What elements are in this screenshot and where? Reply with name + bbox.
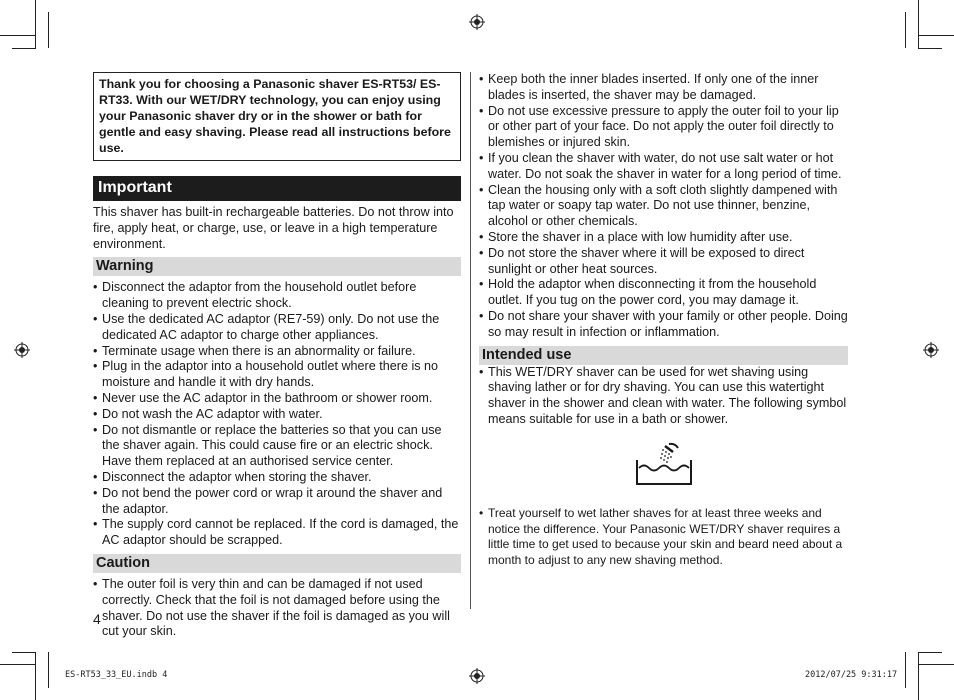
intended-use-list-2 [479,506,848,569]
important-heading: Important [93,176,461,201]
list-item: • Disconnect the adaptor when storing the shaver. [93,470,461,486]
crop-mark [0,35,36,36]
list-item: • Disconnect the adaptor from the household outlet before cleaning to prevent electric shock. [93,280,461,312]
page-number: 4 [93,611,101,627]
list-item: • Do not share your shaver with your family or other people. Doing so may result in infection or inflammation. [479,309,848,341]
registration-mark-icon [923,342,939,358]
crop-mark [918,664,954,665]
list-item: • Keep both the inner blades inserted. If only one of the inner blades is inserted, the shaver may be damaged. [479,72,848,104]
list-item: • If you clean the shaver with water, do not use salt water or hot water. Do not soak the shaver in water for a long period of time. [479,151,848,183]
intended-use-list [479,365,848,428]
crop-mark [0,664,36,665]
crop-mark [35,0,36,48]
list-item: • The outer foil is very thin and can be damaged if not used correctly. Check that the foil is not damaged before using the shaver. Do not use the shaver if the foil is damaged as you will cut your skin. [93,577,461,640]
bath-shower-symbol [479,442,848,488]
bath-shower-icon [635,442,693,488]
column-divider [470,72,471,609]
list-item: • Store the shaver in a place with low humidity after use. [479,230,848,246]
intended-use-heading: Intended use [479,346,848,365]
left-column [93,72,461,640]
list-item: • Do not use excessive pressure to apply the outer foil to your lip or other part of your face. Do not apply the outer foil directly to blemishes or injured skin. [479,104,848,151]
registration-mark-icon [469,668,485,684]
crop-mark [35,652,36,700]
registration-mark-icon [14,342,30,358]
footer-datetime: 2012/07/25 9:31:17 [805,670,898,680]
footer-file: ES-RT53_33_EU.indb 4 [65,670,168,680]
caution-heading: Caution [93,554,461,573]
crop-mark [48,12,49,48]
list-item: • Do not bend the power cord or wrap it around the shaver and the adaptor. [93,486,461,518]
list-item: • Hold the adaptor when disconnecting it from the household outlet. If you tug on the power cord, you may damage it. [479,277,848,309]
registration-mark-icon [469,14,485,30]
caution-list [93,577,461,640]
list-item: • Treat yourself to wet lather shaves for at least three weeks and notice the difference. Your Panasonic WET/DRY shaver requires a little time to get used to because your skin and beard need about a month to adjust to any new shaving method. [479,506,848,569]
crop-mark [918,652,942,653]
list-item: • Do not dismantle or replace the batteries so that you can use the shaver again. This could cause fire or an electric shock. Have them replaced at an authorised service center. [93,423,461,470]
crop-mark [905,652,906,688]
list-item: • Never use the AC adaptor in the bathroom or shower room. [93,391,461,407]
important-text: This shaver has built-in rechargeable batteries. Do not throw into fire, apply heat, or charge, use, or leave in a high temperature environment. [93,205,454,251]
list-item: • The supply cord cannot be replaced. If the cord is damaged, the AC adaptor should be scrapped. [93,517,461,549]
list-item: • This WET/DRY shaver can be used for wet shaving using shaving lather or for dry shaving. You can use this watertight shaver in the shower and clean with water. The following symbol means suitable for use in a bath or shower. [479,365,848,428]
crop-mark [918,48,942,49]
crop-mark [12,48,36,49]
crop-mark [918,0,919,48]
crop-mark [918,652,919,700]
intro-box: Thank you for choosing a Panasonic shaver ES-RT53/ ES-RT33. With our WET/DRY technology, you can enjoy using your Panasonic shaver dry or in the shower or bath for gentle and easy shaving. Please read all instructions before use. [93,72,461,161]
warning-heading: Warning [93,257,461,276]
crop-mark [48,652,49,688]
crop-mark [918,35,954,36]
crop-mark [12,652,36,653]
list-item: • Plug in the adaptor into a household outlet where there is no moisture and handle it with dry hands. [93,359,461,391]
warning-list [93,280,461,549]
list-item: • Use the dedicated AC adaptor (RE7-59) only. Do not use the dedicated AC adaptor to charge other appliances. [93,312,461,344]
list-item: • Terminate usage when there is an abnormality or failure. [93,344,461,360]
list-item: • Clean the housing only with a soft cloth slightly dampened with tap water or soapy tap water. Do not use thinner, benzine, alcohol or other chemicals. [479,183,848,230]
caution-list-continued [479,72,848,341]
list-item: • Do not wash the AC adaptor with water. [93,407,461,423]
crop-mark [905,12,906,48]
right-column [479,72,848,569]
list-item: • Do not store the shaver where it will be exposed to direct sunlight or other heat sources. [479,246,848,278]
